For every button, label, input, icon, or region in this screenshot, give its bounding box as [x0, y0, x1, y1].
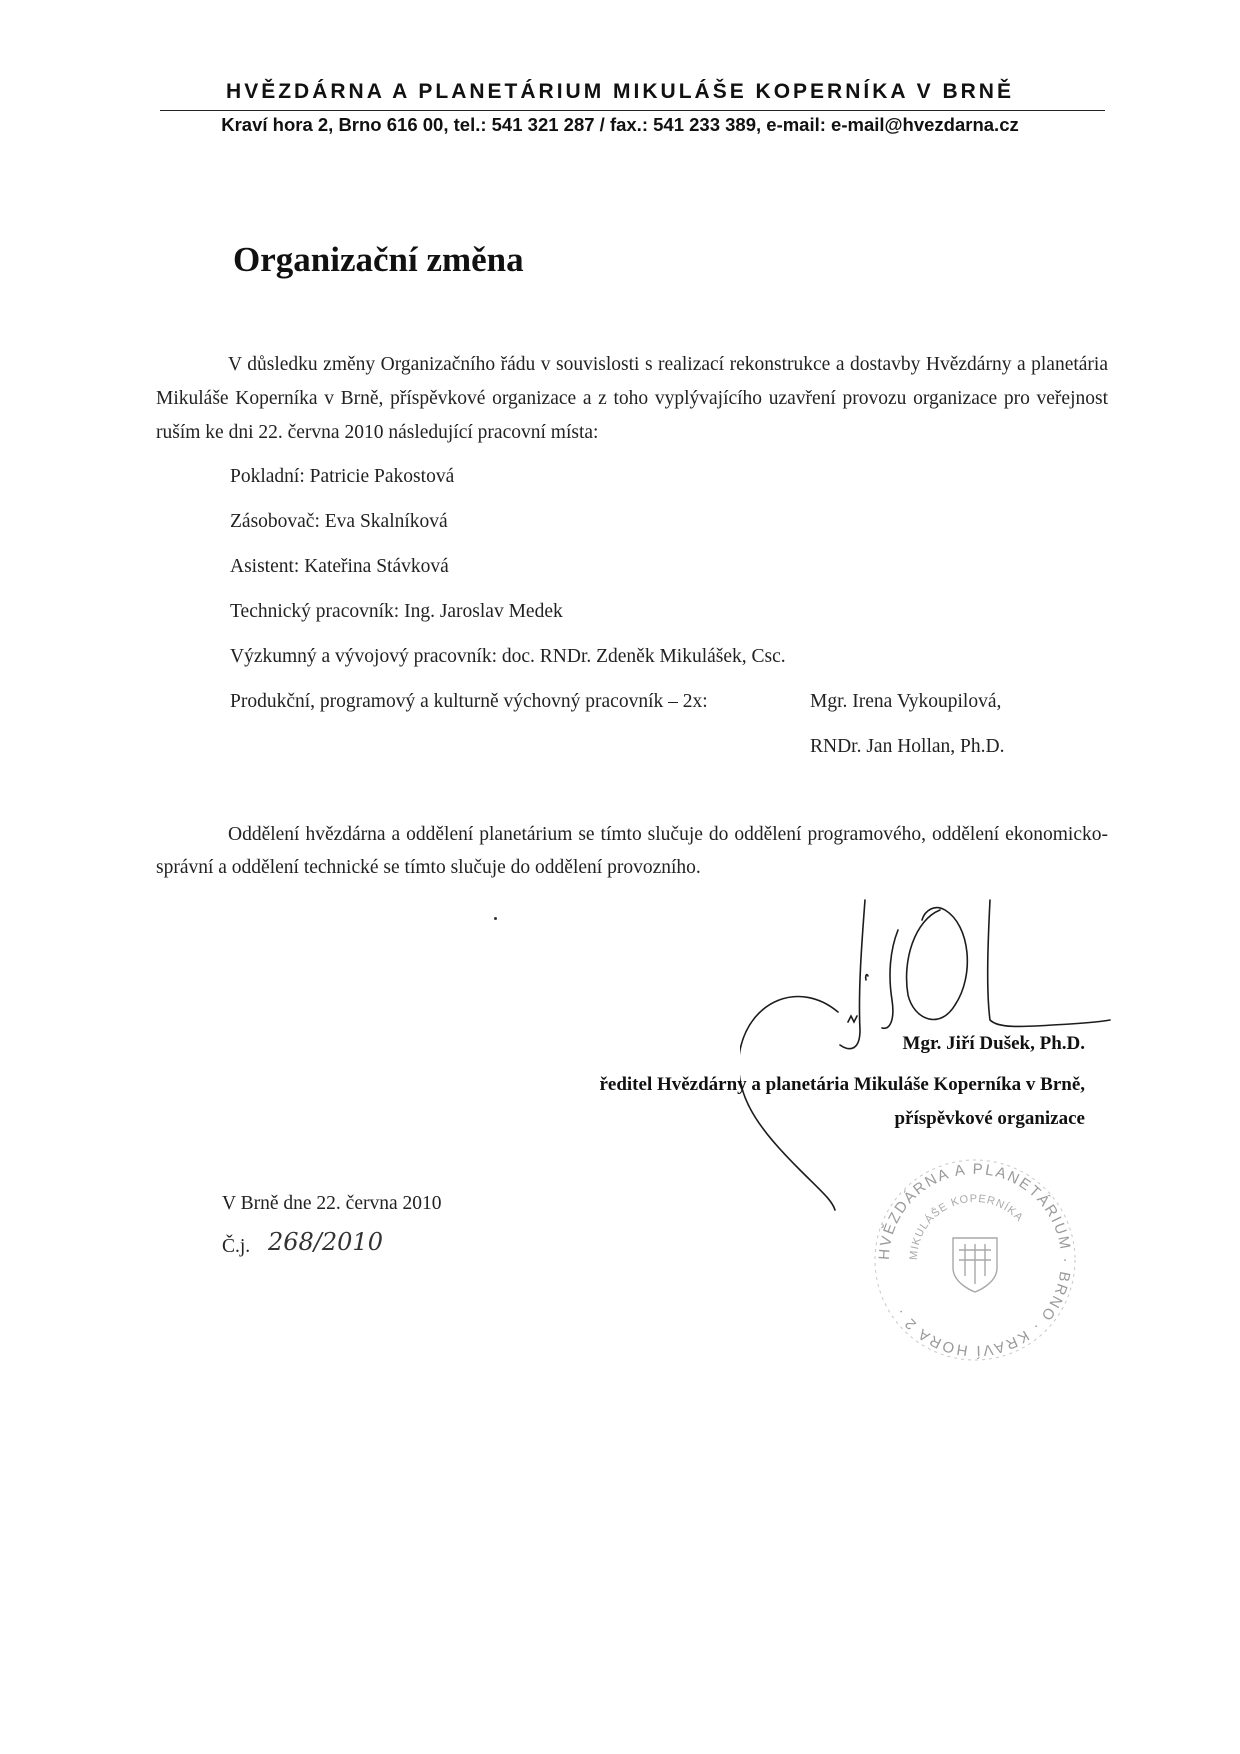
intro-paragraph: [156, 348, 1108, 450]
position-item: Výzkumný a vývojový pracovník: doc. RNDr. Zdeněk Mikulášek, Csc.: [230, 646, 786, 667]
place-and-date: V Brně dne 22. června 2010: [222, 1193, 442, 1214]
signatory-name: Mgr. Jiří Dušek, Ph.D.: [902, 1033, 1085, 1054]
reference-label: Č.j.: [222, 1236, 251, 1257]
position-item: Technický pracovník: Ing. Jaroslav Medek: [230, 601, 563, 622]
position-item-multi: [230, 687, 1110, 732]
position-item: Asistent: Kateřina Stávková: [230, 556, 449, 577]
merge-paragraph-text: Oddělení hvězdárna a oddělení planetárium se tímto slučuje do oddělení programového, oddělení ekonomicko-správní a oddělení technické se tímto slučuje do oddělení provozního.: [156, 824, 1108, 878]
letterhead-divider: [160, 110, 1105, 111]
signatory-organization: příspěvkové organizace: [894, 1108, 1085, 1129]
positions-list: [230, 462, 1110, 777]
letterhead-title: HVĚZDÁRNA A PLANETÁRIUM MIKULÁŠE KOPERNÍKA V BRNĚ: [226, 80, 1014, 103]
document-title: Organizační změna: [233, 240, 524, 279]
position-item: Zásobovač: Eva Skalníková: [230, 511, 448, 532]
intro-paragraph-text: V důsledku změny Organizačního řádu v souvislosti s realizací rekonstrukce a dostavby Hvězdárny a planetária Mikuláše Koperníka v Brně, příspěvkové organizace a z toho vyplývajícího uzavření provozu organizace pro veřejnost ruším ke dni 22. června 2010 následující pracovní místa:: [156, 354, 1108, 443]
letterhead-address: Kraví hora 2, Brno 616 00, tel.: 541 321 287 / fax.: 541 233 389, e-mail: e-mail@hvezdarna.cz: [221, 114, 1019, 135]
stamp-emblem-icon: [953, 1238, 997, 1292]
stamp-inner-text: MIKULÁŠE KOPERNÍKA: [907, 1192, 1026, 1261]
signatory-role: ředitel Hvězdárny a planetária Mikuláše Koperníka v Brně,: [599, 1074, 1085, 1095]
multi-position-label: Produkční, programový a kulturně výchovný pracovník – 2x:: [230, 691, 708, 712]
multi-position-person-1: Mgr. Irena Vykoupilová,: [810, 691, 1002, 712]
stamp-ring-text: HVĚZDÁRNA A PLANETÁRIUM · BRNO · KRAVÍ HORA 2 ·: [875, 1160, 1075, 1360]
reference-number: 268/2010: [268, 1228, 383, 1256]
merge-paragraph: [156, 818, 1108, 884]
multi-position-person-2: RNDr. Jan Hollan, Ph.D.: [810, 736, 1005, 757]
ink-speck: [494, 917, 497, 920]
official-stamp: [865, 1150, 1085, 1370]
position-item: Pokladní: Patricie Pakostová: [230, 466, 455, 487]
